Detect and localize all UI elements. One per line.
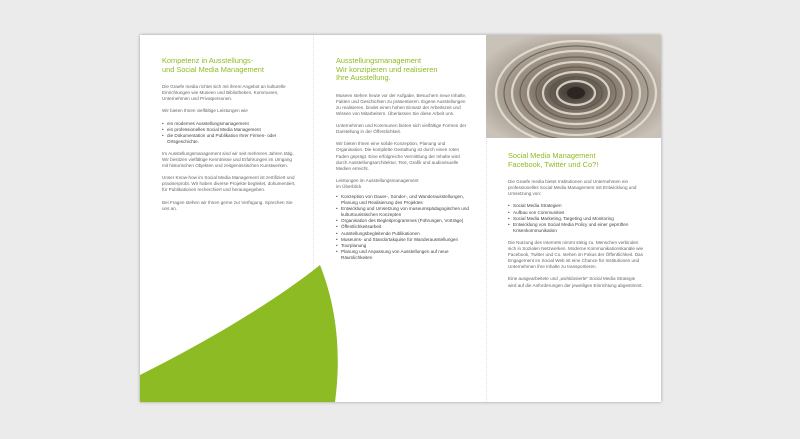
social-media-heading	[508, 152, 644, 169]
list-item: • Ausstellungsbegleitende Publikationen	[336, 231, 470, 237]
social-media-services-list	[508, 203, 644, 233]
exhibition-heading	[336, 57, 470, 83]
paragraph: Museen stehen heute vor der Aufgabe, Besuchern neue Inhalte, Fakten und Geschichten zu präsentieren. Eigene Ausstellungen zu realisieren, bindet einen hohen Einsatz der Arbeitszeit und Wissen von Mitarbeitern. Überlassen Sie diese Arbeit uns.	[336, 92, 467, 117]
services-list	[162, 121, 298, 145]
paragraph: Eine ausgearbeitete und „wohldosierte“ Social Media Strategie wird auf die Anforderungen der jeweiligen Einrichtung abgestimmt.	[508, 276, 643, 288]
list-item: • Öffentlichkeitsarbeit	[336, 224, 470, 230]
list-intro-line: im Überblick	[336, 183, 362, 189]
list-item: • die Dokumentation und Publikation Ihrer Firmen- oder Ortsgeschichte.	[162, 133, 298, 145]
paragraph: Die Graefe media bietet Institutionen und Unternehmen ein professionelles Social Media Management mit Entwicklung und Umsetzung von:	[508, 179, 637, 197]
list-intro-line: Leistungen im Ausstellungsmanagement	[336, 177, 419, 183]
list-item: • ein professionelles Social Media Management	[162, 127, 298, 133]
paragraph: Unternehmen und Kommunen bieten sich vielfältige Formen der Darstellung in der Öffentlichkeit.	[336, 123, 467, 135]
paragraph: Die Graefe media richtet sich mit ihrem Angebot an kulturelle Einrichtungen wie Museen und Bibliotheken, Kommunen, Unternehmen und Privatpersonen.	[162, 84, 286, 102]
heading-line: und Social Media Management	[162, 64, 264, 74]
paragraph: Im Ausstellungsmanagement sind wir seit mehreren Jahren tätig. Wir besitzen vielfältige Kenntnisse und Erfahrungen im Umgang mit historischen Objekten und zeitgenössischen Kunstwerken.	[162, 150, 294, 169]
list-item: • Social Media Marketing, Targeting und Monitoring	[508, 216, 644, 222]
list-item: • Tourplanung	[336, 243, 470, 249]
list-item: • ein modernes Ausstellungsmanagement	[162, 121, 298, 127]
spiral-staircase-photo	[486, 35, 661, 138]
list-item: • Entwicklung von Social Media Policy und einer geprüften Krisenkommunikation	[508, 222, 644, 234]
paragraph: Bei Fragen stehen wir Ihnen gerne zur Verfügung. Sprechen Sie uns an.	[162, 199, 293, 211]
list-item: • Museums- und Standortakquise für Wanderausstellungen	[336, 237, 470, 243]
list-item: • Social Media Strategien	[508, 203, 644, 209]
heading-line: Social Media Management	[508, 151, 596, 160]
column-social-media	[508, 152, 644, 295]
brochure-sheet	[140, 35, 661, 402]
paragraph: Wir bieten Ihnen vielfältige Leistungen wie	[162, 108, 248, 114]
list-item: • Entwicklung und Umsetzung von museumspädagogischen und kulturtouristischen Konzepten	[336, 206, 470, 218]
column-exhibition	[336, 57, 470, 267]
paragraph: Wir bieten Ihnen eine solide Konzeption, Planung und Organisation. Die komplette Gestaltung ist durch einen roten Faden geprägt. Eine erfolgreiche Vermittlung der Inhalte wird durch Ausstellungsarchitektur, Text, Grafik und audiovisuelle Medien erreicht.	[336, 141, 460, 171]
list-item: • Planung und Anpassung von Ausstellungen auf neue Räumlichkeiten	[336, 249, 470, 261]
paragraph: Unser Know-how im Social Media Management ist zertifiziert und praxiserprobt. Wir haben diverse Projekte begleitet, dokumentiert, für Publikationen recherchiert und herausgegeben.	[162, 175, 296, 193]
list-item: • Organisation des Begleitprogrammes (Führungen, Vorträge)	[336, 218, 470, 224]
heading-line: Facebook, Twitter und Co?!	[508, 159, 599, 169]
list-item: • Konzeption von Dauer-, Sonder-, und Wanderausstellungen, Planung und Realisierung des Projektes	[336, 194, 470, 206]
heading-line: Ihre Ausstellung.	[336, 73, 391, 83]
competence-heading	[162, 57, 298, 74]
heading-line: Ausstellungsmanagement	[336, 56, 422, 65]
paragraph: Die Nutzung des Internets nimmt stetig zu. Menschen verbinden sich in Sozialen Netzwerken. Moderne Kommunikationskanäle wie Facebook, Twitter und Co. stehen im Fokus der Öffentlichkeit. Das Engagement im Social Web ist eine Chance für Institutionen und Unternehmen ihre Inhalte zu transportieren.	[508, 239, 644, 270]
exhibition-services-list	[336, 194, 470, 261]
heading-line: Wir konzipieren und realisieren	[336, 64, 438, 74]
heading-line: Kompetenz in Ausstellungs-	[162, 56, 254, 65]
column-competence	[162, 57, 298, 218]
list-intro	[336, 178, 470, 190]
list-item: • Aufbau von Communities	[508, 210, 644, 216]
